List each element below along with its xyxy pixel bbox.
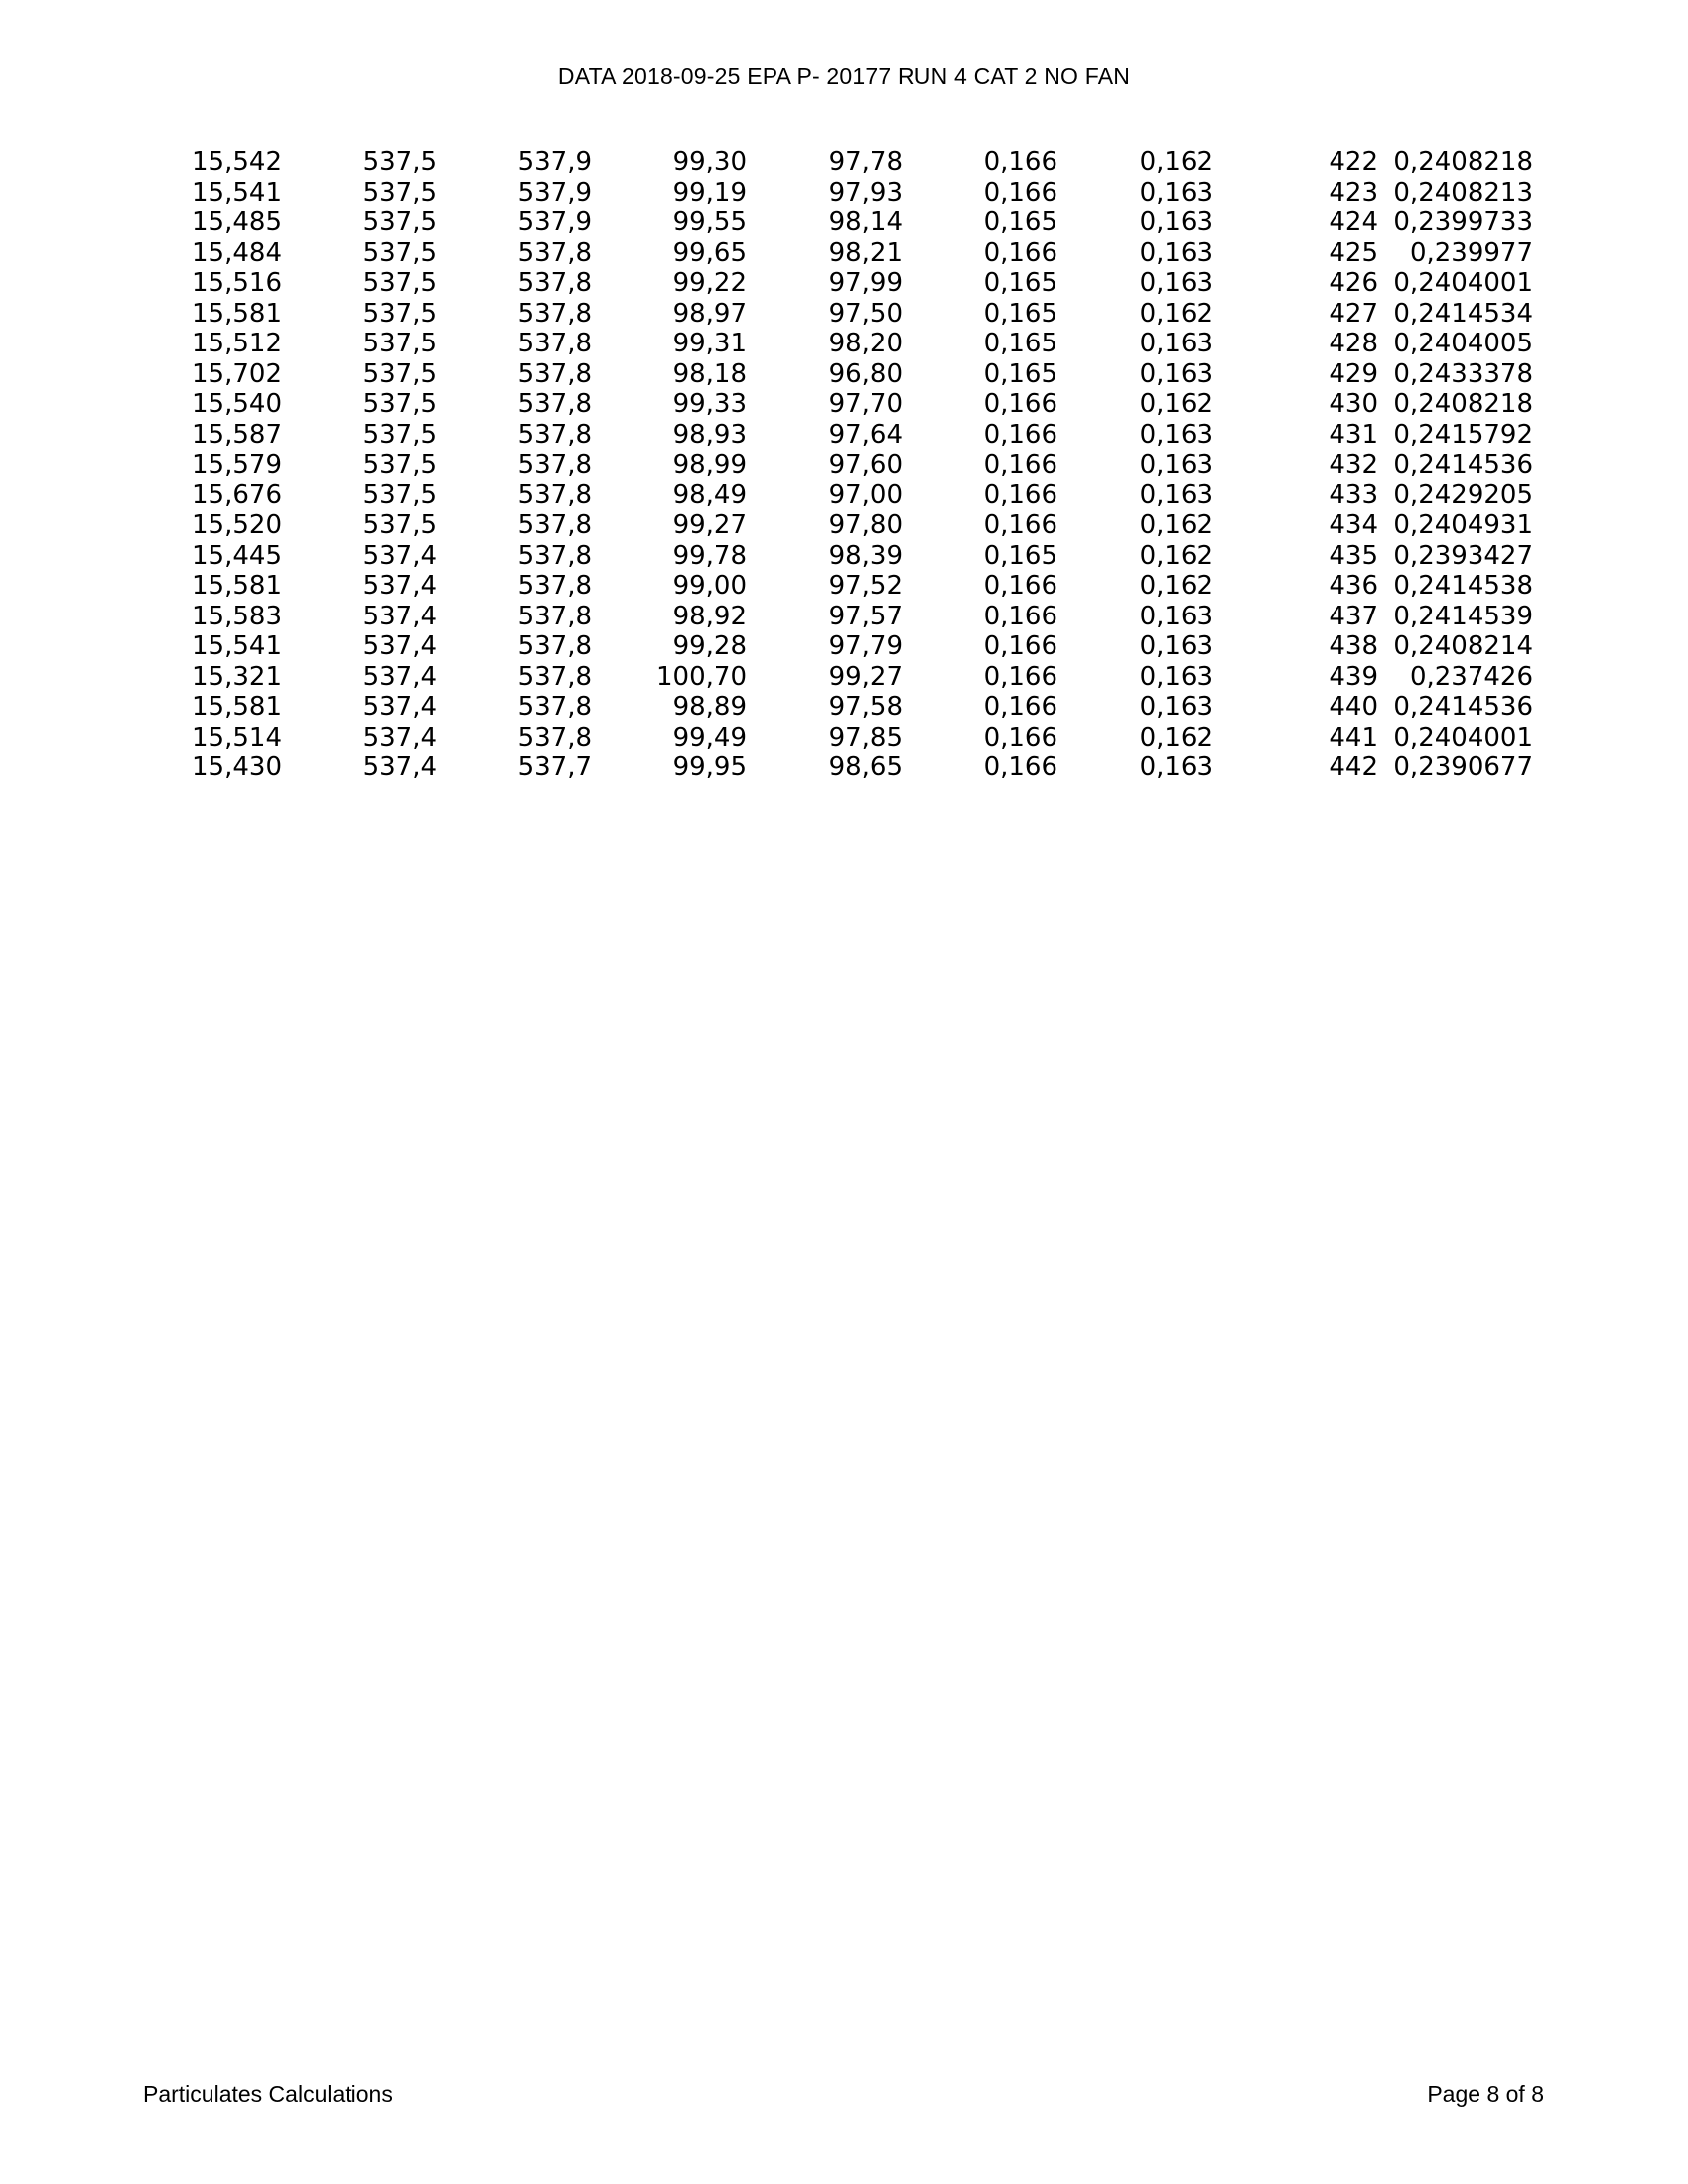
table-row [139, 420, 1533, 451]
table-cell: 0,166 [983, 389, 1057, 419]
table-cell: 100,70 [656, 661, 747, 692]
table-cell: 0,166 [983, 722, 1057, 752]
table-cell: 425 [1329, 237, 1378, 268]
table-cell: 537,5 [362, 147, 437, 177]
table-cell: 0,166 [983, 692, 1057, 722]
table-cell: 97,70 [828, 389, 903, 419]
table-cell: 537,8 [517, 450, 592, 479]
table-cell: 426 [1329, 268, 1378, 298]
table-cell: 0,166 [983, 177, 1057, 207]
table-cell: 537,5 [362, 207, 437, 237]
table-cell: 0,166 [983, 661, 1057, 692]
table-cell: 432 [1329, 450, 1378, 479]
table-cell: 15,484 [192, 237, 282, 268]
table-cell: 430 [1329, 389, 1378, 419]
table-cell: 0,166 [983, 601, 1057, 631]
table-cell: 537,8 [517, 329, 592, 358]
table-row [139, 752, 1533, 783]
table-cell: 0,162 [1139, 510, 1213, 540]
table-row [139, 510, 1533, 541]
table-row [139, 329, 1533, 359]
table-cell: 424 [1329, 207, 1378, 237]
data-table [139, 147, 1533, 783]
table-cell: 440 [1329, 692, 1378, 722]
table-cell: 15,541 [192, 631, 282, 661]
table-cell: 427 [1329, 298, 1378, 329]
table-row [139, 662, 1533, 693]
table-cell: 98,99 [672, 450, 747, 479]
table-cell: 0,166 [983, 752, 1057, 782]
table-cell: 15,579 [192, 450, 282, 479]
table-row [139, 541, 1533, 572]
table-cell: 537,9 [517, 207, 592, 237]
table-row [139, 389, 1533, 420]
table-cell: 15,702 [192, 358, 282, 389]
table-cell: 0,166 [983, 479, 1057, 510]
table-cell: 15,583 [192, 601, 282, 631]
table-cell: 537,5 [362, 177, 437, 207]
table-cell: 435 [1329, 540, 1378, 571]
table-cell: 537,5 [362, 510, 437, 540]
table-cell: 0,166 [983, 419, 1057, 450]
table-cell: 15,520 [192, 510, 282, 540]
table-cell: 0,166 [983, 631, 1057, 661]
table-cell: 99,22 [672, 268, 747, 298]
table-row [139, 359, 1533, 390]
table-cell: 97,80 [828, 510, 903, 540]
table-cell: 537,5 [362, 298, 437, 329]
table-cell: 537,9 [517, 147, 592, 177]
table-cell: 423 [1329, 177, 1378, 207]
table-cell: 99,31 [672, 329, 747, 358]
table-row [139, 178, 1533, 208]
table-cell: 99,49 [672, 722, 747, 752]
table-cell: 15,587 [192, 419, 282, 450]
table-cell: 98,93 [672, 419, 747, 450]
table-cell: 99,55 [672, 207, 747, 237]
table-cell: 0,163 [1139, 358, 1213, 389]
table-cell: 537,5 [362, 419, 437, 450]
table-cell: 0,165 [983, 540, 1057, 571]
table-cell: 15,485 [192, 207, 282, 237]
table-cell: 15,581 [192, 298, 282, 329]
table-cell: 537,8 [517, 722, 592, 752]
table-cell: 537,4 [362, 631, 437, 661]
table-row [139, 450, 1533, 480]
table-cell: 0,239977 [1409, 237, 1533, 268]
table-cell: 0,2404005 [1393, 329, 1533, 358]
table-cell: 98,21 [828, 237, 903, 268]
table-cell: 99,27 [672, 510, 747, 540]
table-cell: 0,165 [983, 298, 1057, 329]
table-cell: 96,80 [828, 358, 903, 389]
page-title: DATA 2018-09-25 EPA P- 20177 RUN 4 CAT 2 NO FAN [557, 64, 1131, 89]
table-cell: 0,2414536 [1393, 692, 1533, 722]
table-cell: 537,4 [362, 722, 437, 752]
table-cell: 0,163 [1139, 479, 1213, 510]
table-cell: 441 [1329, 722, 1378, 752]
table-cell: 442 [1329, 752, 1378, 782]
table-cell: 97,50 [828, 298, 903, 329]
table-cell: 0,2415792 [1393, 419, 1533, 450]
table-cell: 0,165 [983, 268, 1057, 298]
table-cell: 0,2393427 [1393, 540, 1533, 571]
table-cell: 439 [1329, 661, 1378, 692]
table-row [139, 238, 1533, 269]
table-cell: 0,163 [1139, 601, 1213, 631]
table-cell: 436 [1329, 571, 1378, 601]
table-cell: 98,49 [672, 479, 747, 510]
table-row [139, 602, 1533, 632]
table-cell: 0,2429205 [1393, 479, 1533, 510]
table-cell: 537,8 [517, 571, 592, 601]
table-cell: 97,58 [828, 692, 903, 722]
table-cell: 98,14 [828, 207, 903, 237]
table-row [139, 268, 1533, 299]
table-cell: 15,321 [192, 661, 282, 692]
table-cell: 0,163 [1139, 329, 1213, 358]
footer-page-number: Page 8 of 8 [1427, 2081, 1544, 2107]
table-cell: 537,4 [362, 571, 437, 601]
table-cell: 15,541 [192, 177, 282, 207]
table-cell: 537,7 [517, 752, 592, 782]
table-cell: 0,2433378 [1393, 358, 1533, 389]
table-cell: 434 [1329, 510, 1378, 540]
table-cell: 0,2408218 [1393, 389, 1533, 419]
table-cell: 537,8 [517, 358, 592, 389]
table-cell: 0,162 [1139, 571, 1213, 601]
table-cell: 99,27 [828, 661, 903, 692]
table-cell: 99,78 [672, 540, 747, 571]
table-cell: 98,89 [672, 692, 747, 722]
table-cell: 99,33 [672, 389, 747, 419]
table-row [139, 299, 1533, 330]
table-cell: 537,8 [517, 298, 592, 329]
table-cell: 537,8 [517, 419, 592, 450]
table-cell: 537,4 [362, 661, 437, 692]
table-cell: 15,540 [192, 389, 282, 419]
table-cell: 0,165 [983, 329, 1057, 358]
table-cell: 98,97 [672, 298, 747, 329]
table-cell: 0,163 [1139, 752, 1213, 782]
table-cell: 0,2408214 [1393, 631, 1533, 661]
table-cell: 537,8 [517, 540, 592, 571]
table-cell: 537,4 [362, 692, 437, 722]
table-cell: 428 [1329, 329, 1378, 358]
table-cell: 98,65 [828, 752, 903, 782]
table-cell: 0,166 [983, 237, 1057, 268]
table-cell: 537,8 [517, 601, 592, 631]
table-cell: 0,2408213 [1393, 177, 1533, 207]
table-cell: 0,163 [1139, 237, 1213, 268]
table-cell: 15,514 [192, 722, 282, 752]
table-cell: 537,8 [517, 692, 592, 722]
table-cell: 99,95 [672, 752, 747, 782]
table-cell: 97,64 [828, 419, 903, 450]
table-cell: 537,4 [362, 540, 437, 571]
table-row [139, 480, 1533, 511]
table-cell: 97,99 [828, 268, 903, 298]
table-cell: 429 [1329, 358, 1378, 389]
table-cell: 537,5 [362, 237, 437, 268]
table-cell: 431 [1329, 419, 1378, 450]
table-cell: 97,57 [828, 601, 903, 631]
table-cell: 0,162 [1139, 147, 1213, 177]
table-cell: 97,60 [828, 450, 903, 479]
table-row [139, 207, 1533, 238]
table-cell: 537,8 [517, 237, 592, 268]
table-cell: 0,165 [983, 207, 1057, 237]
table-cell: 0,2414539 [1393, 601, 1533, 631]
table-cell: 0,166 [983, 450, 1057, 479]
table-cell: 0,2414534 [1393, 298, 1533, 329]
table-cell: 99,00 [672, 571, 747, 601]
table-cell: 15,581 [192, 571, 282, 601]
table-cell: 0,163 [1139, 419, 1213, 450]
table-cell: 537,5 [362, 479, 437, 510]
table-body [139, 147, 1533, 783]
table-cell: 433 [1329, 479, 1378, 510]
table-cell: 0,162 [1139, 540, 1213, 571]
table-cell: 15,512 [192, 329, 282, 358]
table-cell: 537,8 [517, 479, 592, 510]
table-cell: 0,163 [1139, 631, 1213, 661]
table-cell: 537,5 [362, 329, 437, 358]
table-cell: 15,445 [192, 540, 282, 571]
table-cell: 438 [1329, 631, 1378, 661]
table-cell: 0,163 [1139, 661, 1213, 692]
table-cell: 98,39 [828, 540, 903, 571]
table-cell: 99,19 [672, 177, 747, 207]
table-cell: 537,5 [362, 450, 437, 479]
table-cell: 0,163 [1139, 692, 1213, 722]
table-cell: 537,8 [517, 268, 592, 298]
table-cell: 0,2404001 [1393, 268, 1533, 298]
table-cell: 97,52 [828, 571, 903, 601]
table-cell: 15,516 [192, 268, 282, 298]
table-cell: 537,4 [362, 752, 437, 782]
table-cell: 0,166 [983, 147, 1057, 177]
table-row [139, 631, 1533, 662]
table-cell: 97,79 [828, 631, 903, 661]
table-cell: 437 [1329, 601, 1378, 631]
table-cell: 0,163 [1139, 207, 1213, 237]
table-cell: 15,542 [192, 147, 282, 177]
table-cell: 537,8 [517, 510, 592, 540]
table-cell: 0,162 [1139, 389, 1213, 419]
table-cell: 0,2408218 [1393, 147, 1533, 177]
table-cell: 0,2404001 [1393, 722, 1533, 752]
table-cell: 97,85 [828, 722, 903, 752]
footer-document-name: Particulates Calculations [143, 2081, 393, 2107]
table-cell: 97,93 [828, 177, 903, 207]
table-cell: 537,8 [517, 631, 592, 661]
table-cell: 537,8 [517, 389, 592, 419]
table-cell: 98,18 [672, 358, 747, 389]
table-cell: 0,2414536 [1393, 450, 1533, 479]
table-cell: 98,20 [828, 329, 903, 358]
table-cell: 0,237426 [1409, 661, 1533, 692]
table-cell: 0,163 [1139, 450, 1213, 479]
table-cell: 97,78 [828, 147, 903, 177]
table-cell: 537,5 [362, 268, 437, 298]
table-cell: 537,9 [517, 177, 592, 207]
table-row [139, 692, 1533, 723]
table-cell: 15,430 [192, 752, 282, 782]
table-cell: 15,676 [192, 479, 282, 510]
table-cell: 0,2404931 [1393, 510, 1533, 540]
table-cell: 0,2414538 [1393, 571, 1533, 601]
table-cell: 0,165 [983, 358, 1057, 389]
table-cell: 98,92 [672, 601, 747, 631]
table-cell: 0,2390677 [1393, 752, 1533, 782]
table-cell: 0,163 [1139, 177, 1213, 207]
table-cell: 0,166 [983, 510, 1057, 540]
table-cell: 99,65 [672, 237, 747, 268]
table-cell: 422 [1329, 147, 1378, 177]
table-cell: 537,4 [362, 601, 437, 631]
table-cell: 537,5 [362, 389, 437, 419]
table-cell: 0,166 [983, 571, 1057, 601]
table-cell: 97,00 [828, 479, 903, 510]
table-cell: 537,8 [517, 661, 592, 692]
table-cell: 99,28 [672, 631, 747, 661]
table-cell: 0,162 [1139, 722, 1213, 752]
table-cell: 0,163 [1139, 268, 1213, 298]
table-cell: 0,2399733 [1393, 207, 1533, 237]
table-cell: 0,162 [1139, 298, 1213, 329]
table-cell: 99,30 [672, 147, 747, 177]
table-cell: 15,581 [192, 692, 282, 722]
table-row [139, 723, 1533, 753]
table-row [139, 147, 1533, 178]
table-row [139, 571, 1533, 602]
table-cell: 537,5 [362, 358, 437, 389]
